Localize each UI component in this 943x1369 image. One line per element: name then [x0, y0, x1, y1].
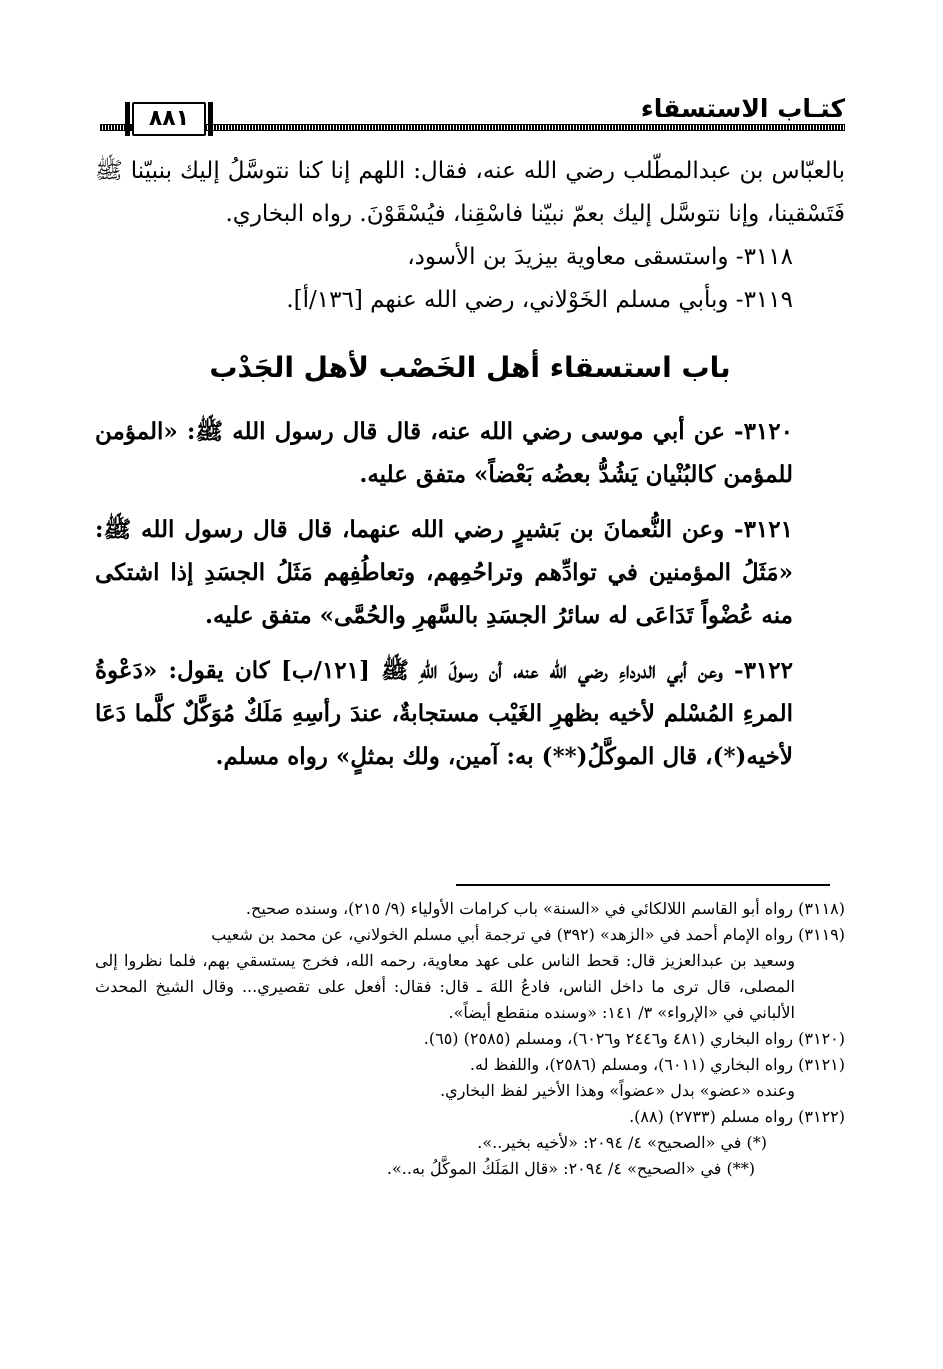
footnote-3121-note: وعنده «عضو» بدل «عضواً» وهذا الأخير لفظ البخاري. [440, 1081, 795, 1100]
book-title: كتـاب الاستسقاء [640, 94, 845, 123]
footnote-3119: (٣١١٩) رواه الإمام أحمد في «الزهد» (٣٩٢) في ترجمة أبي مسلم الخولاني، عن محمد بن شعيب [211, 925, 845, 944]
footnotes [95, 896, 845, 1182]
footnote-star-2: (**) في «الصحيح» ٤/ ٢٠٩٤: «قال المَلَكُ الموكَّلُ به..». [386, 1159, 755, 1178]
hadith-3120: ٣١٢٠- عن أبي موسى رضي الله عنه، قال قال رسول الله ﷺ: «المؤمن للمؤمن كالبُنْيان يَشُدُّ بعضُه بَعْضاً» متفق عليه. [95, 418, 793, 488]
footnote-3121: (٣١٢١) رواه البخاري (٦٠١١)، ومسلم (٢٥٨٦)، واللفظ له. [469, 1055, 845, 1074]
chapter-heading: باب استسقاء أهل الخَصْب لأهل الجَدْب [209, 351, 731, 384]
hadith-3121: ٣١٢١- وعن النُّعمانَ بن بَشيرٍ رضي الله عنهما، قال قال رسول الله ﷺ: «مَثَلُ المؤمنين في توادِّهم وتراحُمِهم، وتعاطُفِهم مَثَلُ الجسَدِ إذا اشتكى منه عُضْواً تَدَاعَى له سائرُ الجسَدِ بالسَّهرِ والحُمَّى» متفق عليه. [95, 516, 793, 629]
footnote-divider [456, 884, 830, 886]
footnote-3119-continued: وسعيد بن عبدالعزيز قال: قحط الناس على عهد معاوية، رحمه الله، فخرج يستسقي بهم، فلما نظروا إلى المصلى، قال ترى ما داخل الناس، فادعُ اللهَ ـ قال: فقال: أفعل على تقصيري... وقال الشيخ المحدث الألباني في «الإرواء» ٣/ ١٤١: «وسنده منقطع أيضاً». [95, 951, 795, 1022]
footnote-3122: (٣١٢٢) رواه مسلم (٢٧٣٣) (٨٨). [629, 1107, 845, 1126]
page-header [100, 92, 845, 138]
footnote-star-1: (*) في «الصحيح» ٤/ ٢٠٩٤: «لأخيه بخير..». [477, 1133, 767, 1152]
hadith-3118: ٣١١٨- واستسقى معاوية بيزيدَ بن الأسود، [407, 244, 793, 270]
footnote-3118: (٣١١٨) رواه أبو القاسم اللالكائي في «السنة» باب كرامات الأولياء (٩/ ٢١٥)، وسنده صحيح. [245, 899, 845, 918]
page-number: ٨٨١ [132, 102, 206, 136]
intro-paragraph: بالعبّاس بن عبدالمطّلب رضي الله عنه، فقال: اللهم إنا كنا نتوسَّلُ إليك بنبيّنا ﷺ فَتَسْقينا، وإنا نتوسَّل إليك بعمّ نبيّنا فاسْقِنا، فيُسْقَوْنَ. رواه البخاري. [95, 158, 845, 227]
main-text [95, 150, 845, 778]
footnote-3120: (٣١٢٠) رواه البخاري (٤٨١ و٢٤٤٦ و٦٠٢٦)، ومسلم (٢٥٨٥) (٦٥). [423, 1029, 845, 1048]
hadith-3119: ٣١١٩- وبأبي مسلم الخَوْلاني، رضي الله عنهم [١٣٦/أ]. [286, 287, 793, 313]
hadith-3122: ٣١٢٢- وعن أبي الدرداءِ رضي الله عنه، أن رسولَ اللهِ ﷺ [١٢١/ب] كان يقول: «دَعْوةُ المرءِ المُسْلم لأخيه بظهرِ الغَيْب مستجابةٌ، عندَ رأسِهِ مَلَكٌ مُوَكَّلٌ كلَّما دَعَا لأخيه(*)، قال الموكَّلُ(**) به: آمين، ولك بمثلٍ» رواه مسلم. [95, 657, 793, 770]
